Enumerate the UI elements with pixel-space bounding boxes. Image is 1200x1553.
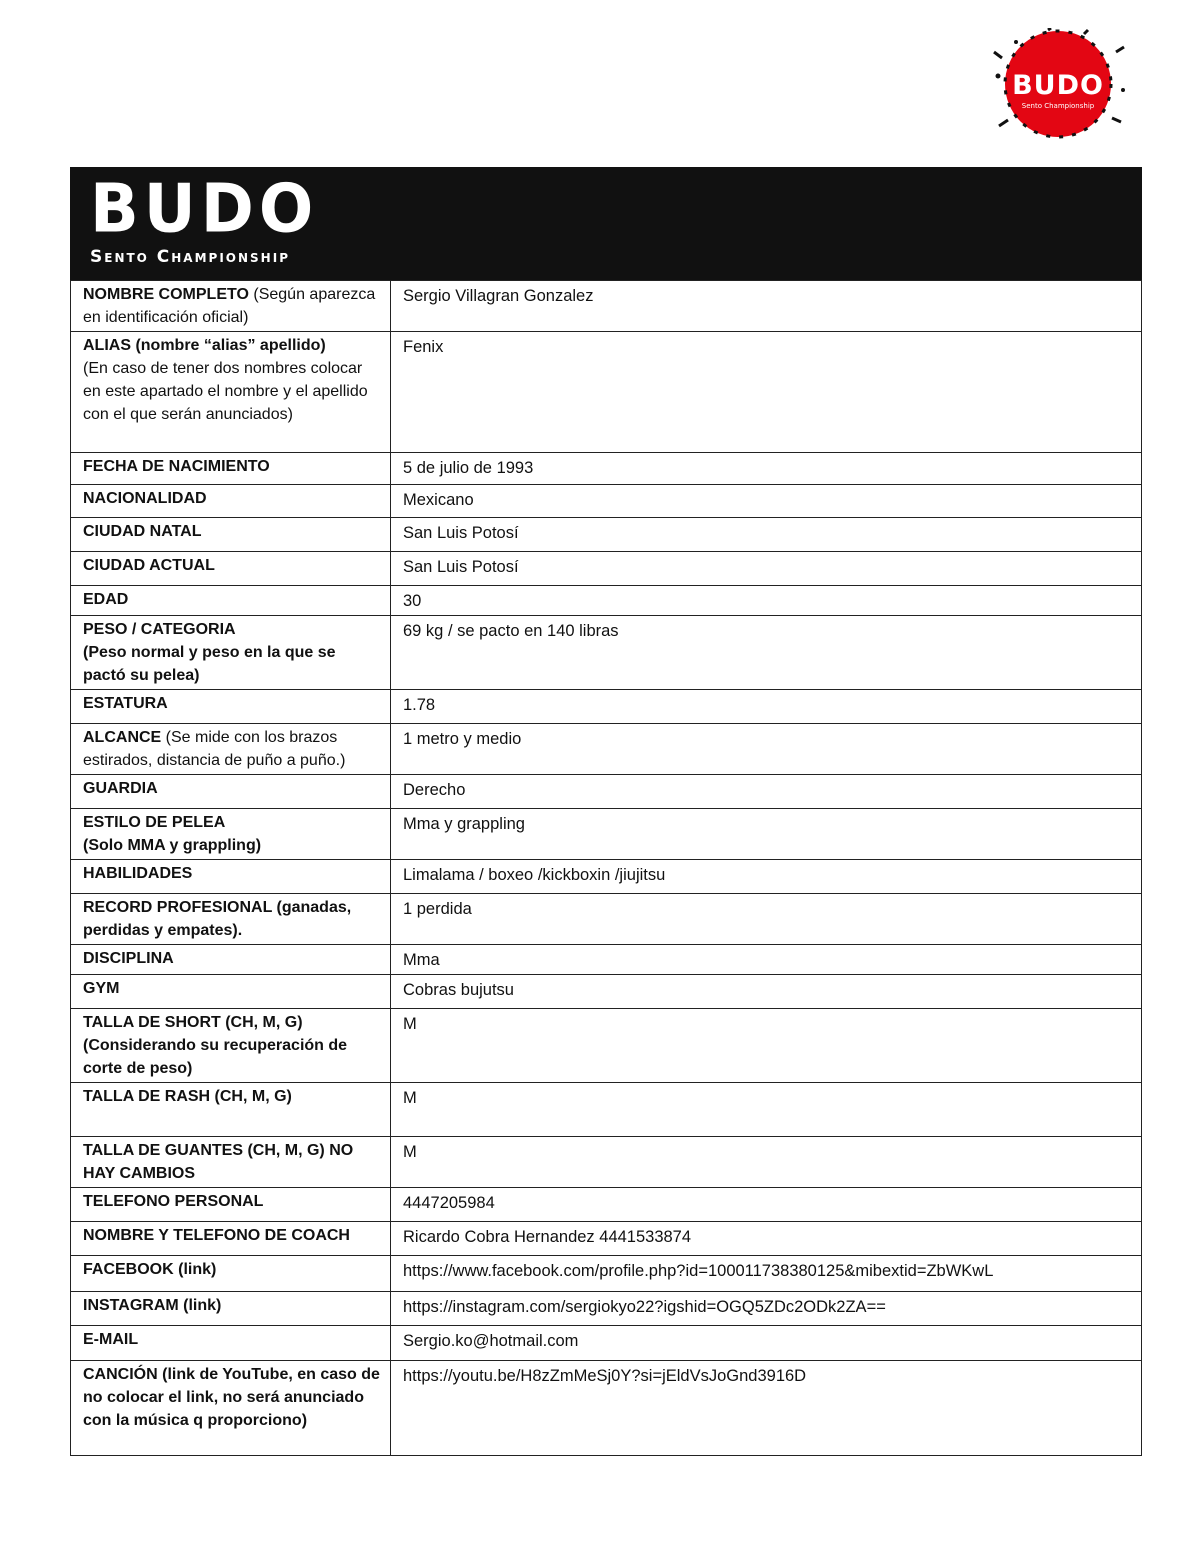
field-value: Sergio Villagran Gonzalez	[391, 281, 1142, 332]
table-row	[71, 281, 1142, 332]
field-label-cell	[71, 1326, 391, 1361]
field-label: TELEFONO PERSONAL	[83, 1193, 264, 1210]
field-label-cell	[71, 690, 391, 724]
table-row	[71, 453, 1142, 485]
field-label: NOMBRE Y TELEFONO DE COACH	[83, 1227, 350, 1244]
field-label: ALCANCE	[83, 729, 162, 746]
field-label-cell	[71, 1083, 391, 1137]
field-value: 69 kg / se pacto en 140 libras	[391, 616, 1142, 690]
field-label-cell	[71, 281, 391, 332]
table-row	[71, 945, 1142, 975]
field-label-cell	[71, 975, 391, 1009]
field-value: https://www.facebook.com/profile.php?id=100011738380125&mibextid=ZbWKwL	[391, 1256, 1142, 1292]
table-row	[71, 1188, 1142, 1222]
field-label: ESTILO DE PELEA	[83, 814, 226, 831]
field-label-cell	[71, 1292, 391, 1326]
fighter-data-table	[70, 280, 1142, 1456]
table-row	[71, 894, 1142, 945]
field-value: 30	[391, 586, 1142, 616]
field-note: (Se mide con los brazos estirados, distancia de puño a puño.)	[83, 729, 346, 769]
field-label-cell	[71, 616, 391, 690]
form-header-banner	[70, 167, 1142, 280]
field-note: (Considerando su recuperación de corte de peso)	[83, 1037, 348, 1077]
table-row	[71, 518, 1142, 552]
table-row	[71, 1326, 1142, 1361]
table-row	[71, 1256, 1142, 1292]
table-row	[71, 690, 1142, 724]
field-label: TALLA DE SHORT (CH, M, G)	[83, 1014, 303, 1031]
field-label-cell	[71, 1256, 391, 1292]
field-label-cell	[71, 894, 391, 945]
field-label: NACIONALIDAD	[83, 490, 207, 507]
field-note: (Peso normal y peso en la que se pactó su pelea)	[83, 644, 336, 684]
field-value: 1 perdida	[391, 894, 1142, 945]
field-value: Mma y grappling	[391, 809, 1142, 860]
table-row	[71, 975, 1142, 1009]
field-value: M	[391, 1137, 1142, 1188]
field-value: Limalama / boxeo /kickboxin /jiujitsu	[391, 860, 1142, 894]
field-label: CIUDAD ACTUAL	[83, 557, 215, 574]
table-row	[71, 775, 1142, 809]
field-label: EDAD	[83, 591, 129, 608]
field-label-cell	[71, 552, 391, 586]
field-label-cell	[71, 945, 391, 975]
field-label: CANCIÓN (link de YouTube, en caso de no colocar el link, no será anunciado con la música q proporciono)	[83, 1366, 380, 1429]
field-label: DISCIPLINA	[83, 950, 174, 967]
field-label: FACEBOOK (link)	[83, 1261, 217, 1278]
field-value: San Luis Potosí	[391, 518, 1142, 552]
field-label-cell	[71, 453, 391, 485]
field-label-cell	[71, 1222, 391, 1256]
field-value: Fenix	[391, 332, 1142, 453]
field-label: HABILIDADES	[83, 865, 193, 882]
fighter-registration-form	[70, 167, 1142, 1456]
field-label: GYM	[83, 980, 120, 997]
table-row	[71, 860, 1142, 894]
field-label-cell	[71, 485, 391, 518]
table-row	[71, 724, 1142, 775]
field-label: ALIAS (nombre “alias” apellido)	[83, 337, 326, 354]
seal-brand: BUDO	[1012, 70, 1104, 101]
field-label: RECORD PROFESIONAL (ganadas, perdidas y empates).	[83, 899, 352, 939]
banner-brand: BUDO	[90, 170, 319, 249]
table-row	[71, 1137, 1142, 1188]
field-label-cell	[71, 1361, 391, 1456]
field-value: 4447205984	[391, 1188, 1142, 1222]
field-value: Mma	[391, 945, 1142, 975]
field-note: (Solo MMA y grappling)	[83, 837, 262, 854]
banner-tagline: Sento Championship	[90, 247, 290, 267]
table-row	[71, 485, 1142, 518]
field-label: FECHA DE NACIMIENTO	[83, 458, 270, 475]
field-label: ESTATURA	[83, 695, 168, 712]
field-label-cell	[71, 860, 391, 894]
table-row	[71, 586, 1142, 616]
table-row	[71, 809, 1142, 860]
field-value: 1.78	[391, 690, 1142, 724]
field-label: NOMBRE COMPLETO	[83, 286, 249, 303]
field-label: TALLA DE GUANTES (CH, M, G) NO HAY CAMBIOS	[83, 1142, 354, 1182]
field-value: https://instagram.com/sergiokyo22?igshid=OGQ5ZDc2ODk2ZA==	[391, 1292, 1142, 1326]
budo-banner-logo	[90, 170, 319, 267]
table-row	[71, 616, 1142, 690]
field-value: M	[391, 1083, 1142, 1137]
field-label-cell	[71, 809, 391, 860]
field-value: Ricardo Cobra Hernandez 4441533874	[391, 1222, 1142, 1256]
field-note: (Según aparezca en identificación oficial)	[83, 286, 376, 326]
table-row	[71, 1361, 1142, 1456]
field-note: (En caso de tener dos nombres colocar en este apartado el nombre y el apellido con el que serán anunciados)	[83, 360, 368, 423]
field-value: Mexicano	[391, 485, 1142, 518]
table-row	[71, 1222, 1142, 1256]
field-label: GUARDIA	[83, 780, 158, 797]
field-value: San Luis Potosí	[391, 552, 1142, 586]
field-label: INSTAGRAM (link)	[83, 1297, 222, 1314]
field-label-cell	[71, 586, 391, 616]
field-label-cell	[71, 1188, 391, 1222]
table-row	[71, 1009, 1142, 1083]
field-label-cell	[71, 724, 391, 775]
field-label-cell	[71, 332, 391, 453]
field-value: 1 metro y medio	[391, 724, 1142, 775]
seal-tagline: Sento Championship	[1021, 102, 1095, 110]
field-value: 5 de julio de 1993	[391, 453, 1142, 485]
field-label: CIUDAD NATAL	[83, 523, 202, 540]
budo-seal-logo	[988, 28, 1130, 140]
field-label-cell	[71, 518, 391, 552]
table-row	[71, 332, 1142, 453]
field-value: https://youtu.be/H8zZmMeSj0Y?si=jEldVsJoGnd3916D	[391, 1361, 1142, 1456]
table-row	[71, 1083, 1142, 1137]
field-value: Sergio.ko@hotmail.com	[391, 1326, 1142, 1361]
table-row	[71, 552, 1142, 586]
field-label-cell	[71, 775, 391, 809]
field-label: E-MAIL	[83, 1331, 139, 1348]
field-label: TALLA DE RASH (CH, M, G)	[83, 1088, 292, 1105]
field-value: Derecho	[391, 775, 1142, 809]
field-label: PESO / CATEGORIA	[83, 621, 236, 638]
table-row	[71, 1292, 1142, 1326]
field-value: Cobras bujutsu	[391, 975, 1142, 1009]
field-label-cell	[71, 1137, 391, 1188]
field-label-cell	[71, 1009, 391, 1083]
field-value: M	[391, 1009, 1142, 1083]
